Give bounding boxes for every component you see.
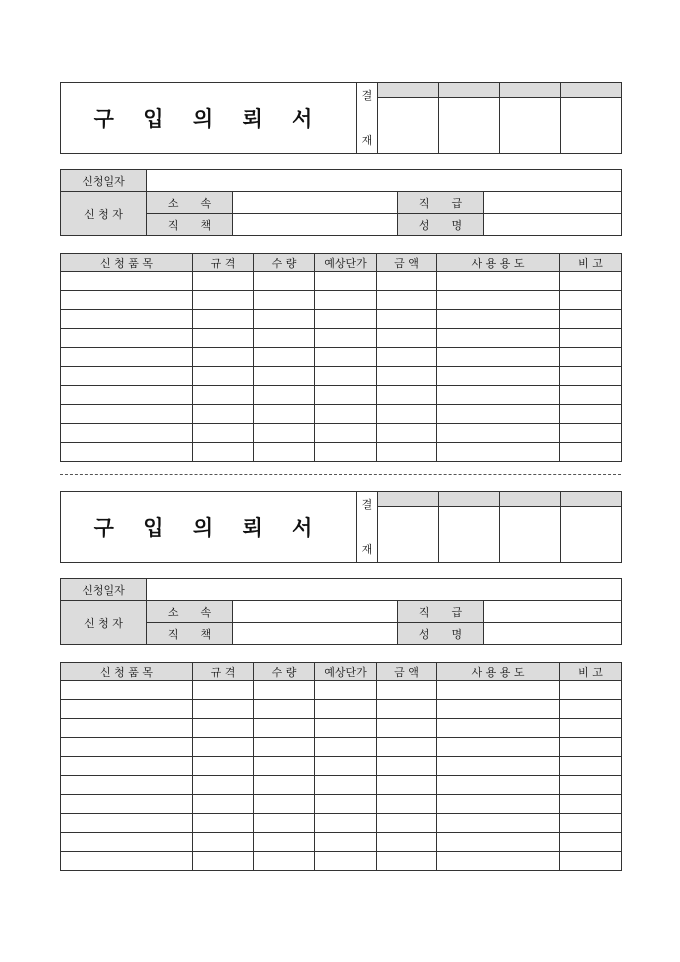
cell-amount[interactable] (377, 424, 437, 443)
cell-spec[interactable] (193, 795, 254, 814)
cell-unit-price[interactable] (315, 386, 377, 405)
purchase-request-form-2 (60, 491, 621, 871)
name-field[interactable] (484, 214, 622, 236)
cell-purpose[interactable] (437, 852, 560, 871)
cell-spec[interactable] (193, 776, 254, 795)
cell-unit-price[interactable] (315, 367, 377, 386)
cell-item-name[interactable] (61, 757, 193, 776)
cell-quantity[interactable] (254, 757, 315, 776)
duty-label: 직 책 (147, 623, 233, 645)
cell-purpose[interactable] (437, 310, 560, 329)
cell-purpose[interactable] (437, 424, 560, 443)
items-body (61, 681, 622, 871)
cell-remarks[interactable] (560, 310, 622, 329)
cell-spec[interactable] (193, 757, 254, 776)
cell-quantity[interactable] (254, 386, 315, 405)
table-row (61, 681, 622, 700)
cell-unit-price[interactable] (315, 757, 377, 776)
cell-amount[interactable] (377, 700, 437, 719)
rank-field[interactable] (484, 601, 622, 623)
cell-spec[interactable] (193, 329, 254, 348)
cell-amount[interactable] (377, 443, 437, 462)
items-table (60, 253, 622, 462)
cell-amount[interactable] (377, 776, 437, 795)
cell-amount[interactable] (377, 738, 437, 757)
cell-quantity[interactable] (254, 719, 315, 738)
cell-unit-price[interactable] (315, 348, 377, 367)
cell-quantity[interactable] (254, 367, 315, 386)
cell-amount[interactable] (377, 795, 437, 814)
cell-unit-price[interactable] (315, 329, 377, 348)
cell-purpose[interactable] (437, 738, 560, 757)
rank-field[interactable] (484, 192, 622, 214)
table-row (61, 405, 622, 424)
approver-signature-4[interactable] (561, 98, 622, 154)
purchase-request-form-1 (60, 82, 621, 462)
rank-label: 직 급 (398, 601, 484, 623)
cell-amount[interactable] (377, 852, 437, 871)
approver-title-1[interactable] (378, 83, 439, 98)
cell-amount[interactable] (377, 833, 437, 852)
affiliation-field[interactable] (233, 601, 398, 623)
table-row (61, 367, 622, 386)
approver-signature-1[interactable] (378, 98, 439, 154)
cell-unit-price[interactable] (315, 738, 377, 757)
approver-signature-4[interactable] (561, 507, 622, 563)
approver-signature-2[interactable] (439, 507, 500, 563)
cell-remarks[interactable] (560, 405, 622, 424)
cell-spec[interactable] (193, 833, 254, 852)
date-field[interactable] (147, 170, 622, 192)
cell-quantity[interactable] (254, 833, 315, 852)
cell-purpose[interactable] (437, 291, 560, 310)
cell-item-name[interactable] (61, 852, 193, 871)
approval-label-top: 결 (361, 498, 373, 511)
name-label: 성 명 (398, 214, 484, 236)
approval-label-cell (357, 83, 378, 154)
cell-unit-price[interactable] (315, 443, 377, 462)
cell-remarks[interactable] (560, 443, 622, 462)
table-row (61, 272, 622, 291)
col-quantity: 수 량 (254, 663, 315, 681)
cell-item-name[interactable] (61, 367, 193, 386)
affiliation-label: 소 속 (147, 192, 233, 214)
duty-field[interactable] (233, 623, 398, 645)
cell-purpose[interactable] (437, 272, 560, 291)
cell-unit-price[interactable] (315, 833, 377, 852)
cell-quantity[interactable] (254, 329, 315, 348)
col-purpose: 사 용 용 도 (437, 663, 560, 681)
col-spec: 규 격 (193, 254, 254, 272)
cell-quantity[interactable] (254, 814, 315, 833)
cell-amount[interactable] (377, 348, 437, 367)
approver-title-1[interactable] (378, 492, 439, 507)
col-amount: 금 액 (377, 663, 437, 681)
cell-remarks[interactable] (560, 329, 622, 348)
approver-signature-3[interactable] (500, 507, 561, 563)
cell-amount[interactable] (377, 814, 437, 833)
cell-amount[interactable] (377, 757, 437, 776)
cell-remarks[interactable] (560, 367, 622, 386)
cell-purpose[interactable] (437, 681, 560, 700)
cell-spec[interactable] (193, 272, 254, 291)
approver-title-3[interactable] (500, 83, 561, 98)
cell-purpose[interactable] (437, 833, 560, 852)
approver-title-3[interactable] (500, 492, 561, 507)
affiliation-field[interactable] (233, 192, 398, 214)
col-amount: 금 액 (377, 254, 437, 272)
cell-unit-price[interactable] (315, 814, 377, 833)
cell-remarks[interactable] (560, 719, 622, 738)
cell-quantity[interactable] (254, 443, 315, 462)
cell-remarks[interactable] (560, 386, 622, 405)
applicant-info-table (60, 169, 622, 236)
table-row (61, 833, 622, 852)
approver-title-2[interactable] (439, 83, 500, 98)
cell-remarks[interactable] (560, 776, 622, 795)
cell-remarks[interactable] (560, 757, 622, 776)
col-purpose: 사 용 용 도 (437, 254, 560, 272)
cell-item-name[interactable] (61, 310, 193, 329)
cell-remarks[interactable] (560, 833, 622, 852)
table-row (61, 291, 622, 310)
approval-label-bottom: 재 (361, 134, 373, 147)
cell-remarks[interactable] (560, 700, 622, 719)
duty-field[interactable] (233, 214, 398, 236)
applicant-label: 신 청 자 (61, 601, 147, 645)
cell-spec[interactable] (193, 348, 254, 367)
approver-signature-3[interactable] (500, 98, 561, 154)
cell-amount[interactable] (377, 310, 437, 329)
applicant-label: 신 청 자 (61, 192, 147, 236)
cell-unit-price[interactable] (315, 776, 377, 795)
cell-remarks[interactable] (560, 424, 622, 443)
cell-spec[interactable] (193, 719, 254, 738)
name-field[interactable] (484, 623, 622, 645)
items-header-row (61, 663, 622, 681)
col-item-name: 신 청 품 목 (61, 663, 193, 681)
cell-quantity[interactable] (254, 272, 315, 291)
cell-quantity[interactable] (254, 405, 315, 424)
col-unit-price: 예상단가 (315, 254, 377, 272)
items-table (60, 662, 622, 871)
table-row (61, 776, 622, 795)
cell-spec[interactable] (193, 405, 254, 424)
cell-purpose[interactable] (437, 329, 560, 348)
cell-spec[interactable] (193, 852, 254, 871)
approver-title-4[interactable] (561, 83, 622, 98)
cell-item-name[interactable] (61, 776, 193, 795)
form-title: 구 입 의 뢰 서 (61, 83, 357, 154)
table-row (61, 700, 622, 719)
table-row (61, 348, 622, 367)
cell-item-name[interactable] (61, 272, 193, 291)
name-label: 성 명 (398, 623, 484, 645)
cell-item-name[interactable] (61, 795, 193, 814)
cell-unit-price[interactable] (315, 424, 377, 443)
table-row (61, 329, 622, 348)
cell-quantity[interactable] (254, 291, 315, 310)
rank-label: 직 급 (398, 192, 484, 214)
cut-line (60, 474, 621, 475)
cell-purpose[interactable] (437, 348, 560, 367)
cell-spec[interactable] (193, 386, 254, 405)
cell-amount[interactable] (377, 386, 437, 405)
col-remarks: 비 고 (560, 254, 622, 272)
col-quantity: 수 량 (254, 254, 315, 272)
approver-title-4[interactable] (561, 492, 622, 507)
approval-label-top: 결 (361, 89, 373, 102)
cell-purpose[interactable] (437, 367, 560, 386)
cell-spec[interactable] (193, 681, 254, 700)
cell-item-name[interactable] (61, 386, 193, 405)
cell-item-name[interactable] (61, 833, 193, 852)
cell-item-name[interactable] (61, 814, 193, 833)
cell-spec[interactable] (193, 367, 254, 386)
title-approval-block (60, 491, 622, 563)
cell-item-name[interactable] (61, 700, 193, 719)
cell-purpose[interactable] (437, 386, 560, 405)
table-row (61, 852, 622, 871)
approver-title-2[interactable] (439, 492, 500, 507)
cell-quantity[interactable] (254, 776, 315, 795)
table-row (61, 719, 622, 738)
cell-unit-price[interactable] (315, 310, 377, 329)
cell-spec[interactable] (193, 310, 254, 329)
cell-item-name[interactable] (61, 424, 193, 443)
cell-amount[interactable] (377, 329, 437, 348)
cell-amount[interactable] (377, 367, 437, 386)
cell-unit-price[interactable] (315, 700, 377, 719)
title-approval-block (60, 82, 622, 154)
cell-remarks[interactable] (560, 814, 622, 833)
table-row (61, 738, 622, 757)
date-label: 신청일자 (61, 579, 147, 601)
cell-unit-price[interactable] (315, 681, 377, 700)
cell-purpose[interactable] (437, 719, 560, 738)
approver-signature-1[interactable] (378, 507, 439, 563)
cell-item-name[interactable] (61, 738, 193, 757)
cell-quantity[interactable] (254, 738, 315, 757)
cell-quantity[interactable] (254, 700, 315, 719)
cell-item-name[interactable] (61, 681, 193, 700)
affiliation-label: 소 속 (147, 601, 233, 623)
col-spec: 규 격 (193, 663, 254, 681)
cell-purpose[interactable] (437, 757, 560, 776)
cell-remarks[interactable] (560, 348, 622, 367)
cell-purpose[interactable] (437, 405, 560, 424)
cell-purpose[interactable] (437, 795, 560, 814)
cell-item-name[interactable] (61, 443, 193, 462)
approver-signature-2[interactable] (439, 98, 500, 154)
cell-purpose[interactable] (437, 700, 560, 719)
table-row (61, 814, 622, 833)
cell-amount[interactable] (377, 272, 437, 291)
cell-unit-price[interactable] (315, 719, 377, 738)
cell-spec[interactable] (193, 814, 254, 833)
table-row (61, 757, 622, 776)
approval-label-bottom: 재 (361, 543, 373, 556)
items-body (61, 272, 622, 462)
cell-remarks[interactable] (560, 852, 622, 871)
cell-spec[interactable] (193, 738, 254, 757)
approval-label-cell (357, 492, 378, 563)
cell-item-name[interactable] (61, 348, 193, 367)
duty-label: 직 책 (147, 214, 233, 236)
cell-purpose[interactable] (437, 776, 560, 795)
cell-purpose[interactable] (437, 814, 560, 833)
date-field[interactable] (147, 579, 622, 601)
cell-quantity[interactable] (254, 310, 315, 329)
cell-item-name[interactable] (61, 329, 193, 348)
cell-amount[interactable] (377, 719, 437, 738)
table-row (61, 443, 622, 462)
cell-amount[interactable] (377, 291, 437, 310)
cell-quantity[interactable] (254, 348, 315, 367)
table-row (61, 386, 622, 405)
cell-item-name[interactable] (61, 291, 193, 310)
cell-unit-price[interactable] (315, 795, 377, 814)
cell-amount[interactable] (377, 681, 437, 700)
cell-unit-price[interactable] (315, 272, 377, 291)
cell-remarks[interactable] (560, 681, 622, 700)
table-row (61, 310, 622, 329)
items-header-row (61, 254, 622, 272)
cell-remarks[interactable] (560, 738, 622, 757)
cell-amount[interactable] (377, 405, 437, 424)
cell-quantity[interactable] (254, 424, 315, 443)
cell-unit-price[interactable] (315, 405, 377, 424)
cell-remarks[interactable] (560, 272, 622, 291)
table-row (61, 795, 622, 814)
table-row (61, 424, 622, 443)
cell-spec[interactable] (193, 443, 254, 462)
cell-item-name[interactable] (61, 719, 193, 738)
cell-quantity[interactable] (254, 795, 315, 814)
cell-spec[interactable] (193, 424, 254, 443)
cell-purpose[interactable] (437, 443, 560, 462)
form-title: 구 입 의 뢰 서 (61, 492, 357, 563)
date-label: 신청일자 (61, 170, 147, 192)
cell-remarks[interactable] (560, 795, 622, 814)
cell-quantity[interactable] (254, 852, 315, 871)
cell-item-name[interactable] (61, 405, 193, 424)
col-remarks: 비 고 (560, 663, 622, 681)
col-unit-price: 예상단가 (315, 663, 377, 681)
cell-spec[interactable] (193, 700, 254, 719)
cell-remarks[interactable] (560, 291, 622, 310)
cell-spec[interactable] (193, 291, 254, 310)
cell-unit-price[interactable] (315, 852, 377, 871)
cell-quantity[interactable] (254, 681, 315, 700)
col-item-name: 신 청 품 목 (61, 254, 193, 272)
cell-unit-price[interactable] (315, 291, 377, 310)
applicant-info-table (60, 578, 622, 645)
